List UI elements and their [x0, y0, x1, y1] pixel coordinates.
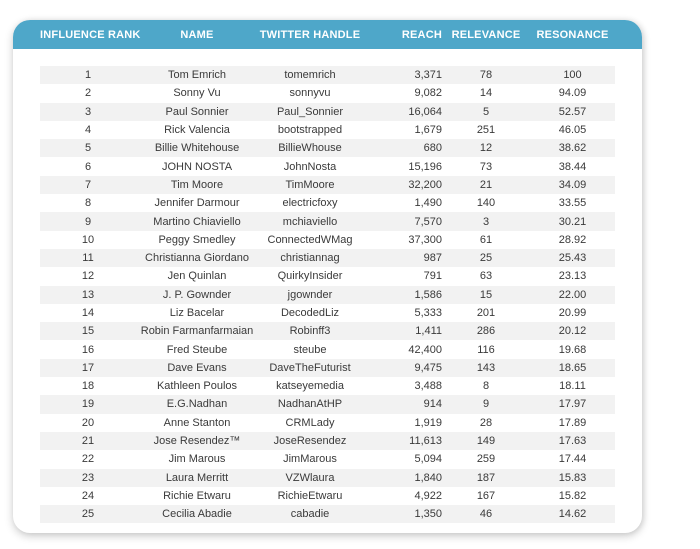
cell-name: Cecilia Abadie [162, 508, 232, 521]
cell-relevance: 187 [476, 471, 496, 484]
cell-reach: 914 [423, 398, 442, 411]
cell-twitter-handle: cabadie [290, 508, 330, 521]
column-header-name: NAME [180, 28, 214, 41]
table-row [40, 286, 615, 304]
cell-name: Fred Steube [166, 343, 228, 356]
cell-name: Richie Etwaru [163, 489, 231, 502]
table-row [40, 304, 615, 322]
cell-influence-rank: 20 [81, 416, 95, 429]
cell-resonance: 100 [563, 69, 582, 82]
cell-reach: 3,488 [414, 380, 442, 393]
cell-twitter-handle: jgownder [287, 288, 333, 301]
cell-relevance: 78 [479, 69, 493, 82]
cell-resonance: 28.92 [558, 233, 587, 246]
column-header-reach: REACH [401, 28, 442, 41]
cell-influence-rank: 17 [81, 361, 95, 374]
cell-twitter-handle: christiannag [280, 252, 340, 265]
cell-resonance: 18.65 [558, 361, 587, 374]
cell-twitter-handle: tomemrich [284, 69, 336, 82]
cell-influence-rank: 8 [84, 197, 92, 210]
cell-reach: 32,200 [408, 178, 442, 191]
table-row [40, 340, 615, 358]
cell-relevance: 61 [479, 233, 493, 246]
cell-twitter-handle: katseyemedia [276, 380, 344, 393]
cell-resonance: 34.09 [558, 178, 587, 191]
cell-relevance: 251 [476, 124, 496, 137]
cell-influence-rank: 22 [81, 453, 95, 466]
cell-name: Kathleen Poulos [156, 380, 238, 393]
cell-reach: 1,350 [414, 508, 442, 521]
table-row [40, 377, 615, 395]
table-row [40, 176, 615, 194]
cell-resonance: 19.68 [558, 343, 587, 356]
cell-name: Billie Whitehouse [154, 142, 240, 155]
cell-twitter-handle: RichieEtwaru [277, 489, 343, 502]
cell-reach: 9,475 [414, 361, 442, 374]
table-body [13, 66, 642, 523]
cell-influence-rank: 4 [84, 124, 92, 137]
cell-name: Christianna Giordano [145, 252, 249, 265]
cell-reach: 1,411 [415, 325, 442, 338]
cell-resonance: 52.57 [558, 105, 587, 118]
column-header-influence-rank: INFLUENCE RANK [40, 28, 141, 41]
cell-twitter-handle: VZWlaura [285, 471, 335, 484]
cell-twitter-handle: QuirkyInsider [277, 270, 343, 283]
cell-influence-rank: 11 [82, 252, 94, 265]
cell-reach: 987 [423, 252, 442, 265]
table-row [40, 84, 615, 102]
cell-name: Tim Moore [170, 178, 224, 191]
cell-twitter-handle: DaveTheFuturist [269, 361, 351, 374]
cell-influence-rank: 25 [81, 508, 95, 521]
cell-relevance: 14 [479, 87, 493, 100]
table-row [40, 505, 615, 523]
cell-name: Sonny Vu [173, 87, 221, 100]
cell-name: Jen Quinlan [167, 270, 227, 283]
cell-twitter-handle: ConnectedWMag [267, 233, 353, 246]
cell-reach: 1,840 [414, 471, 442, 484]
cell-reach: 9,082 [414, 87, 442, 100]
cell-relevance: 63 [479, 270, 493, 283]
cell-resonance: 20.12 [558, 325, 587, 338]
cell-resonance: 15.82 [558, 489, 587, 502]
cell-name: J. P. Gownder [162, 288, 232, 301]
column-header-twitter-handle: TWITTER HANDLE [259, 28, 361, 41]
cell-influence-rank: 12 [81, 270, 95, 283]
cell-reach: 1,919 [414, 416, 442, 429]
cell-resonance: 25.43 [558, 252, 587, 265]
cell-reach: 1,679 [414, 124, 442, 137]
cell-relevance: 286 [476, 325, 496, 338]
table-row [40, 249, 615, 267]
cell-relevance: 140 [476, 197, 496, 210]
cell-relevance: 25 [479, 252, 493, 265]
cell-reach: 15,196 [408, 160, 442, 173]
cell-influence-rank: 19 [81, 398, 95, 411]
cell-relevance: 9 [482, 398, 490, 411]
cell-relevance: 143 [476, 361, 496, 374]
cell-relevance: 21 [479, 178, 493, 191]
cell-twitter-handle: BillieWhouse [278, 142, 342, 155]
table-row [40, 103, 615, 121]
cell-relevance: 73 [479, 160, 493, 173]
cell-influence-rank: 3 [84, 105, 92, 118]
cell-twitter-handle: NadhanAtHP [277, 398, 343, 411]
cell-twitter-handle: TimMoore [285, 178, 335, 191]
cell-name: Jose Resendez™ [153, 435, 241, 448]
influencer-table-card [13, 20, 642, 533]
cell-influence-rank: 18 [81, 380, 95, 393]
table-row [40, 139, 615, 157]
cell-reach: 4,922 [414, 489, 442, 502]
cell-resonance: 17.44 [558, 453, 587, 466]
cell-resonance: 17.63 [558, 435, 587, 448]
cell-relevance: 149 [476, 435, 496, 448]
cell-relevance: 8 [482, 380, 490, 393]
cell-name: Anne Stanton [163, 416, 231, 429]
cell-influence-rank: 15 [81, 325, 95, 338]
table-row [40, 414, 615, 432]
table-row [40, 267, 615, 285]
cell-influence-rank: 14 [81, 307, 95, 319]
cell-reach: 1,586 [414, 288, 442, 301]
cell-reach: 11,613 [409, 435, 442, 448]
cell-relevance: 201 [476, 307, 496, 319]
table-row [40, 469, 615, 487]
table-row [40, 322, 615, 340]
cell-influence-rank: 2 [84, 87, 92, 100]
cell-twitter-handle: mchiaviello [282, 215, 338, 228]
cell-relevance: 12 [479, 142, 493, 155]
cell-influence-rank: 21 [81, 435, 95, 448]
cell-resonance: 20.99 [558, 307, 587, 319]
cell-influence-rank: 7 [84, 178, 92, 191]
cell-relevance: 259 [476, 453, 496, 466]
cell-name: Dave Evans [167, 361, 227, 374]
cell-twitter-handle: Paul_Sonnier [276, 105, 344, 118]
cell-relevance: 5 [482, 105, 490, 118]
cell-name: Tom Emrich [167, 69, 227, 82]
table-row [40, 194, 615, 212]
cell-reach: 3,371 [414, 69, 442, 82]
table-header-row [13, 20, 642, 49]
cell-relevance: 116 [477, 343, 495, 356]
cell-influence-rank: 1 [84, 69, 92, 82]
cell-resonance: 15.83 [558, 471, 587, 484]
cell-influence-rank: 16 [81, 343, 95, 356]
table-row [40, 359, 615, 377]
cell-twitter-handle: bootstrapped [277, 124, 343, 137]
cell-name: Jennifer Darmour [154, 197, 240, 210]
cell-name: Liz Bacelar [169, 307, 225, 319]
cell-name: Laura Merritt [165, 471, 229, 484]
cell-influence-rank: 13 [81, 288, 95, 301]
table-row [40, 231, 615, 249]
cell-relevance: 15 [479, 288, 493, 301]
table-row [40, 121, 615, 139]
cell-resonance: 17.97 [558, 398, 587, 411]
cell-influence-rank: 10 [81, 233, 95, 246]
cell-twitter-handle: CRMLady [285, 416, 335, 429]
cell-resonance: 23.13 [558, 270, 587, 283]
cell-influence-rank: 5 [84, 142, 92, 155]
cell-resonance: 46.05 [558, 124, 587, 137]
cell-twitter-handle: JoseResendez [273, 435, 347, 448]
cell-reach: 680 [423, 142, 442, 155]
column-header-relevance: RELEVANCE [451, 28, 521, 41]
cell-reach: 5,094 [414, 453, 442, 466]
cell-relevance: 28 [479, 416, 493, 429]
cell-name: Robin Farmanfarmaian [140, 325, 254, 338]
cell-name: Paul Sonnier [165, 105, 229, 118]
column-header-resonance: RESONANCE [536, 28, 609, 41]
cell-resonance: 30.21 [558, 215, 587, 228]
cell-reach: 5,333 [414, 307, 442, 319]
cell-resonance: 38.44 [558, 160, 587, 173]
cell-relevance: 167 [476, 489, 496, 502]
cell-twitter-handle: JohnNosta [283, 160, 337, 173]
cell-relevance: 3 [482, 215, 490, 228]
cell-twitter-handle: JimMarous [283, 453, 337, 466]
cell-relevance: 46 [479, 508, 493, 521]
cell-twitter-handle: steube [293, 343, 327, 356]
table-row [40, 450, 615, 468]
cell-resonance: 17.89 [558, 416, 587, 429]
cell-resonance: 18.11 [559, 380, 586, 393]
cell-reach: 7,570 [414, 215, 442, 228]
cell-influence-rank: 9 [84, 215, 92, 228]
cell-influence-rank: 24 [81, 489, 95, 502]
cell-resonance: 22.00 [558, 288, 587, 301]
table-row [40, 487, 615, 505]
cell-twitter-handle: DecodedLiz [280, 307, 340, 319]
cell-name: Martino Chiaviello [153, 215, 241, 228]
table-row [40, 66, 615, 84]
cell-twitter-handle: electricfoxy [282, 197, 338, 210]
cell-name: E.G.Nadhan [166, 398, 228, 411]
table-row [40, 212, 615, 230]
table-row [40, 395, 615, 413]
cell-twitter-handle: Robinff3 [289, 325, 331, 338]
cell-resonance: 14.62 [558, 508, 587, 521]
cell-name: Jim Marous [168, 453, 226, 466]
cell-twitter-handle: sonnyvu [289, 87, 331, 100]
cell-resonance: 38.62 [558, 142, 587, 155]
cell-name: JOHN NOSTA [161, 160, 233, 173]
cell-reach: 42,400 [408, 343, 442, 356]
cell-reach: 37,300 [408, 233, 442, 246]
cell-reach: 16,064 [408, 105, 442, 118]
cell-influence-rank: 23 [81, 471, 95, 484]
cell-name: Rick Valencia [164, 124, 230, 137]
cell-influence-rank: 6 [84, 160, 92, 173]
table-row [40, 432, 615, 450]
cell-resonance: 94.09 [558, 87, 587, 100]
cell-reach: 1,490 [414, 197, 442, 210]
cell-resonance: 33.55 [558, 197, 587, 210]
cell-reach: 791 [423, 270, 442, 283]
table-row [40, 157, 615, 175]
cell-name: Peggy Smedley [158, 233, 236, 246]
